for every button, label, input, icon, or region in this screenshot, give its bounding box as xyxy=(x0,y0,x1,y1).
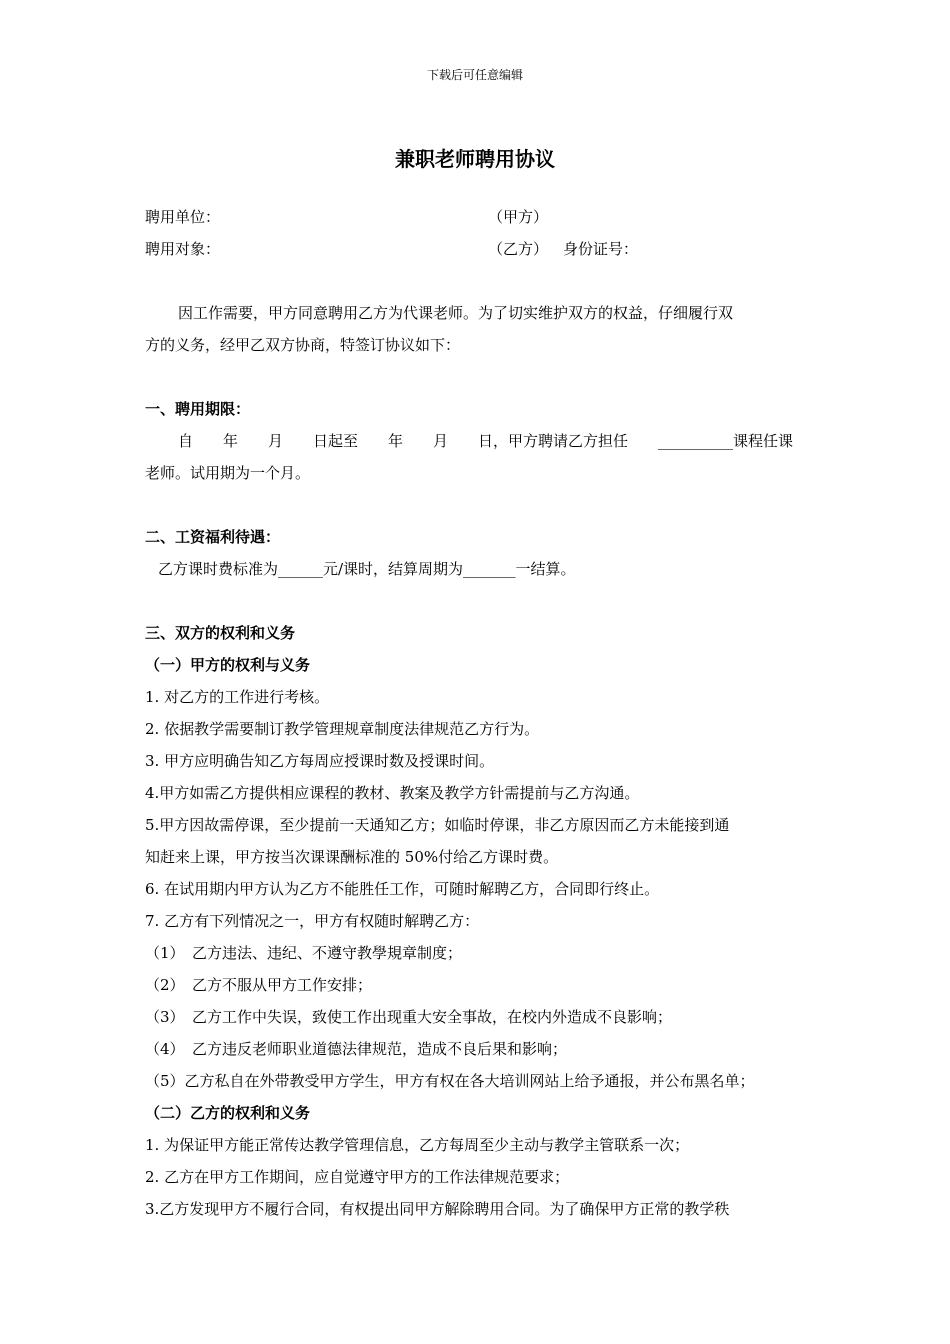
list-item: 4.甲方如需乙方提供相应课程的教材、教案及教学方针需提前与乙方沟通。 xyxy=(145,784,640,802)
list-item: 3. 甲方应明确告知乙方每周应授课时数及授课时间。 xyxy=(145,752,495,770)
list-item: 1. 对乙方的工作进行考核。 xyxy=(145,688,330,706)
list-item: 3.乙方发现甲方不履行合同，有权提出同甲方解除聘用合同。为了确保甲方正常的教学秩 xyxy=(145,1200,730,1218)
id-number-label: 身份证号： xyxy=(563,240,639,258)
section-1-line-1: 自 年 月 日起至 年 月 日，甲方聘请乙方担任 __________课程任课 xyxy=(178,432,794,450)
section-2-line: 乙方课时费标准为______元/课时，结算周期为_______一结算。 xyxy=(158,560,576,578)
employer-role: （甲方） xyxy=(488,208,549,226)
section-1-heading: 一、聘用期限： xyxy=(145,400,251,418)
list-item: （5）乙方私自在外带教受甲方学生，甲方有权在各大培训网站上给予通报，并公布黑名单； xyxy=(145,1072,755,1090)
employee-role: （乙方） xyxy=(488,240,549,258)
employer-label: 聘用单位： xyxy=(145,208,221,226)
list-item: （2） 乙方不服从甲方工作安排； xyxy=(145,976,373,994)
list-item: （4） 乙方违反老师职业道德法律规范，造成不良后果和影响； xyxy=(145,1040,568,1058)
list-item: 2. 乙方在甲方工作期间，应自觉遵守甲方的工作法律规范要求； xyxy=(145,1168,570,1186)
subsection-2-heading: （二）乙方的权利和义务 xyxy=(145,1104,311,1122)
section-1-line-2: 老师。试用期为一个月。 xyxy=(145,464,311,482)
list-item: 1. 为保证甲方能正常传达教学管理信息，乙方每周至少主动与教学主管联系一次； xyxy=(145,1136,690,1154)
list-item: 知赶来上课，甲方按当次课课酬标准的 50%付给乙方课时费。 xyxy=(145,848,559,866)
section-3-heading: 三、双方的权利和义务 xyxy=(145,624,296,642)
page-header: 下载后可任意编辑 xyxy=(426,68,523,82)
section-2-heading: 二、工资福利待遇： xyxy=(145,528,281,546)
subsection-1-heading: （一）甲方的权利与义务 xyxy=(145,656,311,674)
list-item: 7. 乙方有下列情况之一，甲方有权随时解聘乙方： xyxy=(145,912,480,930)
employee-label: 聘用对象： xyxy=(145,240,221,258)
document-title: 兼职老师聘用协议 xyxy=(395,147,555,171)
list-item: 6. 在试用期内甲方认为乙方不能胜任工作，可随时解聘乙方，合同即行终止。 xyxy=(145,880,660,898)
list-item: 5.甲方因故需停课，至少提前一天通知乙方；如临时停课，非乙方原因而乙方未能接到通 xyxy=(145,816,730,834)
intro-line-1: 因工作需要，甲方同意聘用乙方为代课老师。为了切实维护双方的权益，仔细履行双 xyxy=(178,304,734,322)
list-item: （1） 乙方违法、违纪、不遵守教學規章制度； xyxy=(145,944,463,962)
list-item: 2. 依据教学需要制订教学管理规章制度法律规范乙方行为。 xyxy=(145,720,540,738)
list-item: （3） 乙方工作中失误，致使工作出现重大安全事故，在校内外造成不良影响； xyxy=(145,1008,673,1026)
intro-line-2: 方的义务，经甲乙双方协商，特签订协议如下： xyxy=(145,336,461,354)
